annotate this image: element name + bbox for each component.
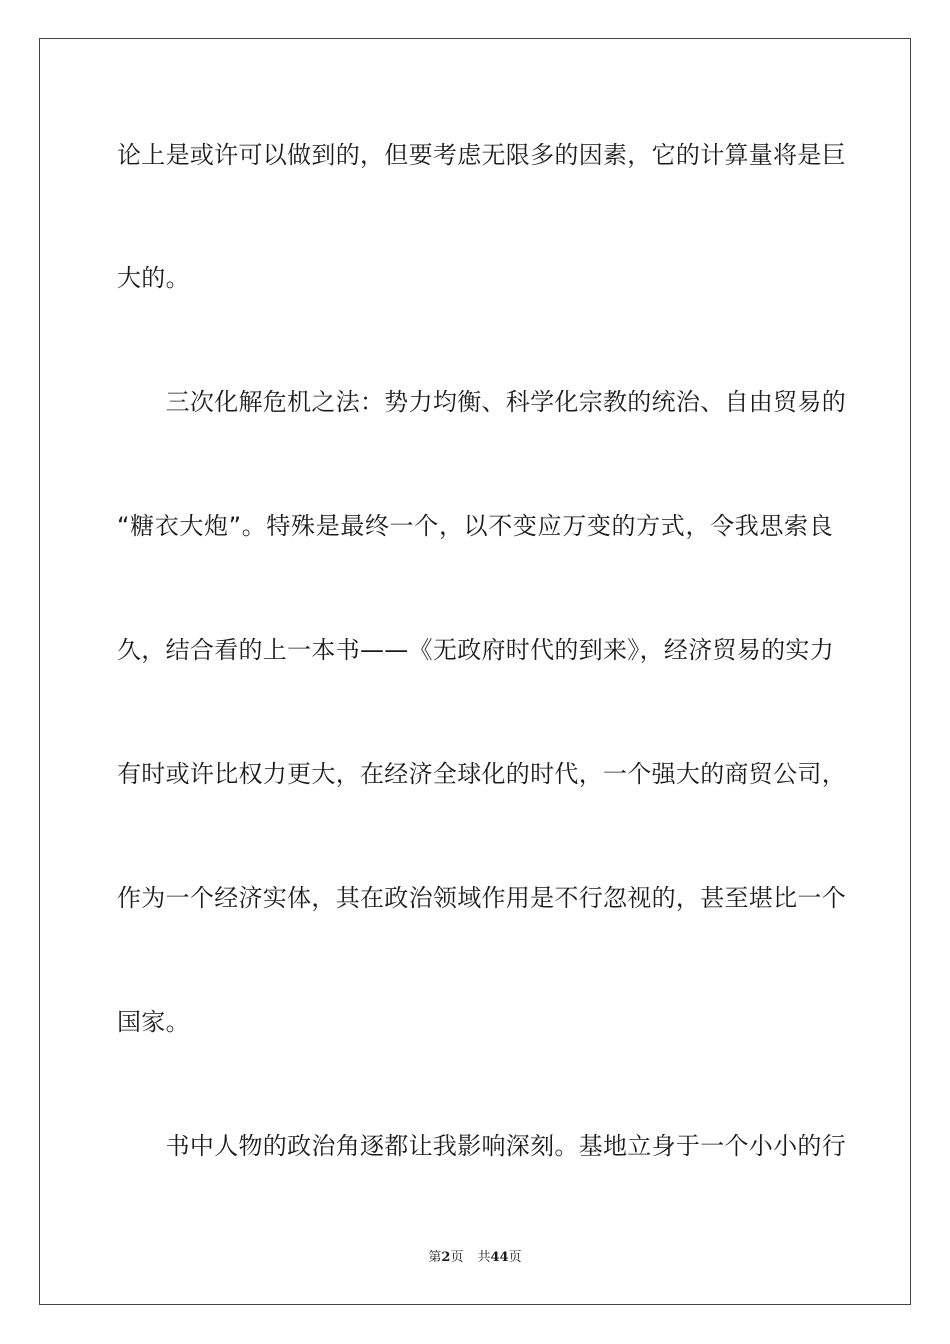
paragraph-line: 有时或许比权力更大，在经济全球化的时代，一个强大的商贸公司， — [117, 760, 846, 788]
paragraph-line: 久，结合看的上一本书——《无政府时代的到来》，经济贸易的实力 — [117, 636, 834, 664]
paragraph-line: 论上是或许可以做到的，但要考虑无限多的因素，它的计算量将是巨 — [117, 141, 846, 169]
paragraph-line: 国家。 — [117, 1008, 190, 1036]
paragraph-line: “糖衣大炮”。特殊是最终一个，以不变应万变的方式，令我思索良 — [117, 512, 833, 540]
total-pages: 44 — [490, 1250, 509, 1265]
page-footer — [0, 1250, 950, 1266]
total-label-prefix: 共 — [477, 1250, 491, 1265]
paragraph-line: 三次化解危机之法：势力均衡、科学化宗教的统治、自由贸易的 — [117, 388, 846, 416]
total-label-suffix: 页 — [508, 1250, 522, 1265]
page-border — [39, 38, 911, 1305]
page-label-prefix: 第 — [428, 1250, 442, 1265]
page-number: 2 — [441, 1250, 451, 1265]
page-label-suffix: 页 — [450, 1250, 464, 1265]
paragraph-line: 书中人物的政治角逐都让我影响深刻。基地立身于一个小小的行 — [117, 1132, 846, 1160]
paragraph-line: 作为一个经济实体，其在政治领域作用是不行忽视的，甚至堪比一个 — [117, 884, 846, 912]
paragraph-line: 大的。 — [117, 264, 190, 292]
